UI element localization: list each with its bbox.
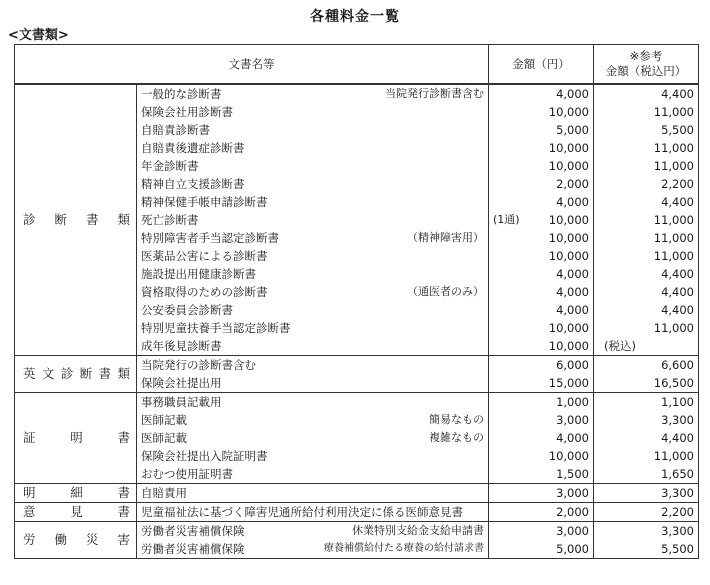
amount-cell (489, 337, 594, 356)
document-name-cell (137, 175, 489, 193)
document-name-cell (137, 193, 489, 211)
amount-value: 10,000 (548, 105, 589, 119)
document-name: 死亡診断書 (141, 213, 199, 227)
document-name-cell (137, 265, 489, 283)
document-note: 簡易なもの (429, 413, 484, 426)
amount-cell (489, 121, 594, 139)
document-name: 成年後見診断書 (141, 339, 222, 353)
amount-cell (489, 211, 594, 229)
document-name: 精神保健手帳申請診断書 (141, 195, 268, 209)
document-name: 特別障害者手当認定診断書 (141, 231, 279, 245)
amount-value: 5,000 (556, 542, 589, 556)
tax-amount-value: 11,000 (653, 449, 694, 463)
amount-cell (489, 374, 594, 393)
tax-amount-value: 3,300 (594, 484, 699, 503)
table-row (15, 356, 699, 375)
amount-value: 4,000 (556, 303, 589, 317)
document-name: 当院発行の診断書含む (141, 358, 256, 372)
document-name: 労働者災害補償保険 (141, 524, 245, 538)
tax-amount-value: 11,000 (653, 249, 694, 263)
amount-cell (489, 465, 594, 484)
document-name: 公安委員会診断書 (141, 303, 233, 317)
amount-cell (489, 503, 594, 522)
amount-value: 10,000 (548, 231, 589, 245)
amount-cell (489, 283, 594, 301)
document-name: 施設提出用健康診断書 (141, 267, 256, 281)
amount-cell (489, 229, 594, 247)
document-name: 資格取得のための診断書 (141, 285, 268, 299)
header-tax-line1: ※参考 (629, 49, 663, 63)
amount-value: 4,000 (556, 431, 589, 445)
tax-amount-value: 11,000 (653, 321, 694, 335)
amount-value: 4,000 (556, 267, 589, 281)
category-label: 英文診断書類 (15, 356, 137, 393)
document-name-cell (137, 465, 489, 484)
tax-amount-value: 11,000 (653, 105, 694, 119)
category-label: 明細書 (15, 484, 137, 503)
per-unit-label: (1通) (493, 213, 520, 226)
amount-value: 2,000 (556, 177, 589, 191)
tax-amount-value: 1,100 (661, 395, 694, 409)
document-name-cell (137, 211, 489, 229)
amount-cell (489, 247, 594, 265)
document-name: 一般的な診断書 (141, 87, 222, 101)
category-label: 診断書類 (15, 84, 137, 356)
tax-amount-value: 5,500 (594, 540, 699, 559)
amount-value: 10,000 (548, 449, 589, 463)
amount-value: 10,000 (548, 321, 589, 335)
amount-value: 10,000 (548, 159, 589, 173)
tax-amount-value: 1,650 (594, 465, 699, 484)
amount-cell (489, 522, 594, 541)
document-name-cell (137, 139, 489, 157)
document-name: 保険会社提出用 (141, 376, 222, 390)
amount-cell (489, 139, 594, 157)
document-name: 保険会社用診断書 (141, 105, 233, 119)
tax-amount-value: 5,500 (661, 123, 694, 137)
amount-value: 1,000 (556, 395, 589, 409)
document-name-cell (137, 374, 489, 393)
document-name: 医師記載 (141, 413, 187, 427)
document-name-cell (137, 301, 489, 319)
document-name: 特別児童扶養手当認定診断書 (141, 321, 291, 335)
document-name-cell (137, 411, 489, 429)
amount-cell (489, 103, 594, 121)
category-label: 意見書 (15, 503, 137, 522)
document-name: 医師記載 (141, 431, 187, 445)
amount-cell (489, 319, 594, 337)
amount-cell (489, 265, 594, 283)
amount-cell (489, 393, 594, 412)
tax-amount-value: 3,300 (661, 524, 694, 538)
amount-value: 5,000 (556, 123, 589, 137)
tax-amount-value: 2,200 (594, 503, 699, 522)
fee-table (14, 44, 699, 559)
amount-value: 6,000 (556, 358, 589, 372)
document-name-cell (137, 393, 489, 412)
document-name: 児童福祉法に基づく障害児通所給付利用決定に係る医師意見書 (141, 505, 463, 519)
tax-amount-value: 4,400 (661, 303, 694, 317)
document-name-cell (137, 247, 489, 265)
amount-value: 15,000 (548, 376, 589, 390)
table-row (15, 484, 699, 503)
document-note: 療養補償給付たる療養の給付請求書 (324, 543, 484, 554)
document-name: 自賠責後遺症診断書 (141, 141, 245, 155)
amount-value: 4,000 (556, 285, 589, 299)
amount-cell (489, 411, 594, 429)
header-amount: 金額（円） (489, 45, 594, 85)
amount-value: 10,000 (548, 213, 589, 227)
document-name-cell (137, 121, 489, 139)
amount-cell (489, 84, 594, 103)
document-name-cell (137, 229, 489, 247)
section-label: <文書類> (8, 28, 69, 43)
amount-cell (489, 157, 594, 175)
amount-value: 4,000 (556, 87, 589, 101)
page-title: 各種料金一覧 (310, 9, 400, 25)
document-note: 当院発行診断書含む (385, 87, 484, 100)
tax-amount-value: 6,600 (661, 358, 694, 372)
document-name-cell (137, 356, 489, 375)
tax-amount-value: 4,400 (661, 87, 694, 101)
document-name: 自賠責用 (141, 486, 187, 500)
document-name: おむつ使用証明書 (141, 467, 233, 481)
document-name-cell (137, 503, 489, 522)
table-row (15, 503, 699, 522)
amount-value: 10,000 (548, 249, 589, 263)
header-tax-line2: 金額（税込円） (605, 64, 687, 78)
document-name: 精神自立支援診断書 (141, 177, 245, 191)
document-name-cell (137, 157, 489, 175)
amount-value: 3,000 (556, 413, 589, 427)
amount-cell (489, 447, 594, 465)
table-row (15, 84, 699, 103)
tax-amount-value: 4,400 (661, 195, 694, 209)
amount-cell (489, 484, 594, 503)
tax-amount-value: 4,400 (661, 285, 694, 299)
amount-cell (489, 356, 594, 375)
table-row (15, 393, 699, 412)
amount-value: 4,000 (556, 195, 589, 209)
fee-table-body (15, 84, 699, 559)
amount-cell (489, 429, 594, 447)
header-tax (594, 45, 699, 85)
tax-amount-value: 11,000 (653, 141, 694, 155)
document-name: 労働者災害補償保険 (141, 542, 245, 556)
amount-value: 2,000 (556, 505, 589, 519)
amount-value: 3,000 (556, 524, 589, 538)
document-note: （精神障害用） (407, 231, 484, 244)
tax-amount-value: 4,400 (661, 267, 694, 281)
tax-amount-value: 2,200 (661, 177, 694, 191)
category-label: 労働災害 (15, 522, 137, 559)
tax-amount-value: 11,000 (653, 213, 694, 227)
tax-amount-value: 3,300 (661, 413, 694, 427)
amount-value: 1,500 (556, 467, 589, 481)
tax-amount-value: (税込) (594, 337, 699, 356)
amount-value: 3,000 (556, 486, 589, 500)
document-name-cell (137, 337, 489, 356)
tax-amount-value: 16,500 (594, 374, 699, 393)
document-name-cell (137, 429, 489, 447)
amount-cell (489, 175, 594, 193)
amount-cell (489, 540, 594, 559)
document-name-cell (137, 283, 489, 301)
document-note: 休業特別支給金支給申請書 (352, 524, 484, 537)
document-name-cell (137, 484, 489, 503)
document-name-cell (137, 319, 489, 337)
document-note: （通医者のみ） (407, 285, 484, 298)
amount-cell (489, 301, 594, 319)
document-name-cell (137, 84, 489, 103)
header-row (15, 45, 699, 85)
tax-amount-value: 11,000 (653, 159, 694, 173)
category-label: 証明書 (15, 393, 137, 484)
document-note: 複雑なもの (429, 431, 484, 444)
amount-value: 10,000 (548, 339, 589, 353)
document-name-cell (137, 522, 489, 541)
amount-cell (489, 193, 594, 211)
tax-amount-value: 11,000 (653, 231, 694, 245)
document-name-cell (137, 103, 489, 121)
document-name: 年金診断書 (141, 159, 199, 173)
tax-amount-value: 4,400 (661, 431, 694, 445)
table-row (15, 522, 699, 541)
document-name-cell (137, 540, 489, 559)
amount-value: 10,000 (548, 141, 589, 155)
document-name: 事務職員記載用 (141, 395, 222, 409)
document-name: 医薬品公害による診断書 (141, 249, 268, 263)
document-name: 保険会社提出入院証明書 (141, 449, 268, 463)
document-name: 自賠責診断書 (141, 123, 210, 137)
document-name-cell (137, 447, 489, 465)
header-name: 文書名等 (15, 45, 489, 85)
